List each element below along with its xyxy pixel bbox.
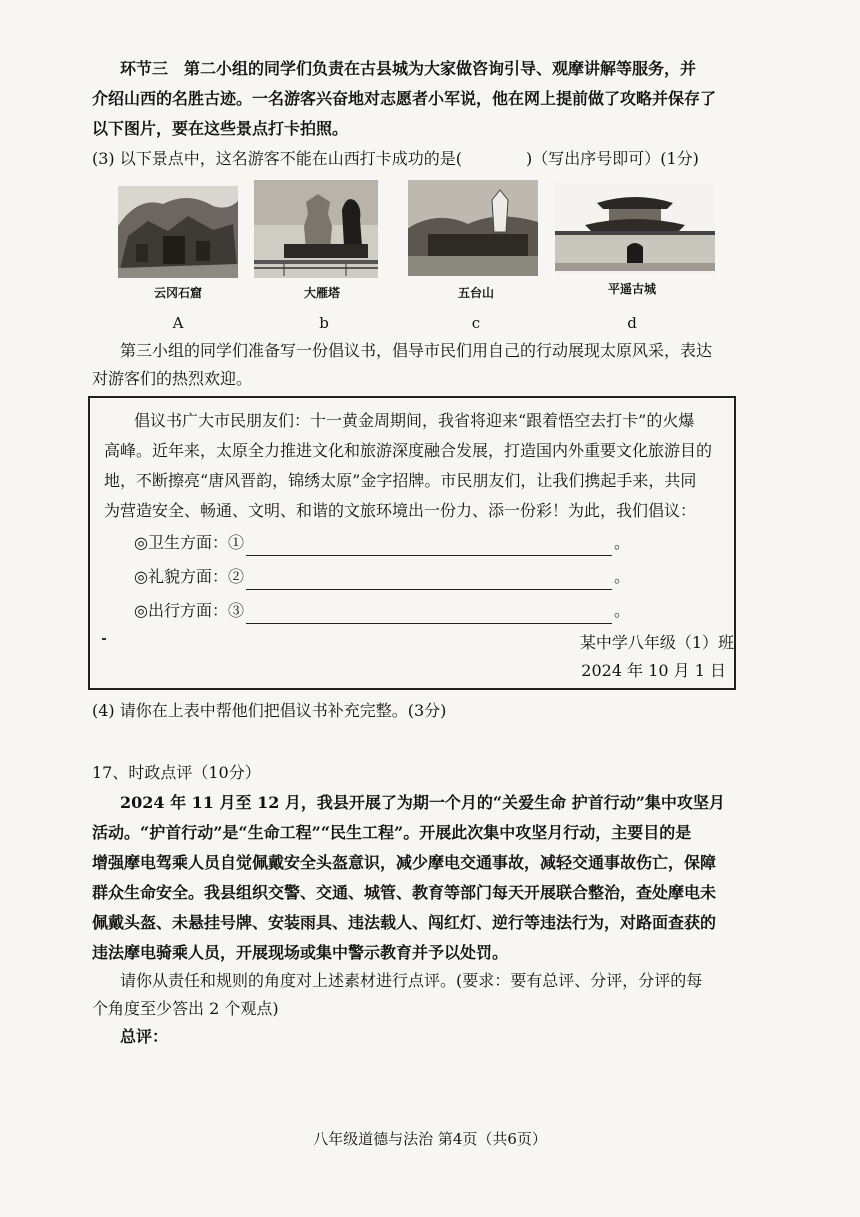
courtesy-end: 。	[613, 567, 630, 586]
hygiene-item	[134, 530, 630, 556]
q17-line2: 活动。“护首行动”是“生命工程”“民生工程”。开展此次集中攻坚月行动，主要目的是	[92, 823, 692, 842]
pagoda-image	[254, 180, 378, 282]
proposal-line3: 地，不断擦亮“唐风晋韵，锦绣太原”金字招牌。市民朋友们，让我们携起手来，共同	[104, 471, 697, 490]
proposal-signer: 某中学八年级（1）班	[579, 633, 734, 652]
courtesy-label: ◎礼貌方面：②	[134, 567, 244, 586]
hygiene-end: 。	[613, 533, 630, 552]
question-3: (3) 以下景点中，这名游客不能在山西打卡成功的是( )（写出序号即可）(1分)	[92, 149, 699, 168]
hygiene-label: ◎卫生方面：①	[134, 533, 244, 552]
photo-caption-a: 云冈石窟	[153, 286, 202, 300]
travel-answer-blank[interactable]	[246, 605, 612, 624]
section3-line1: 环节三 第二小组的同学们负责在古县城为大家做咨询引导、观摩讲解等服务，并	[120, 59, 697, 78]
summary-answer-area[interactable]	[92, 1054, 772, 1114]
proposal-line1: 倡议书广大市民朋友们：十一黄金周期间，我省将迎来“跟着悟空去打卡”的火爆	[134, 411, 695, 430]
city-gate-image	[555, 183, 715, 279]
q17-requirement-line1: 请你从责任和规则的角度对上述素材进行点评。(要求：要有总评、分评，分评的每	[120, 971, 703, 990]
q17-requirement-line2: 个角度至少答出 2 个观点)	[92, 999, 279, 1018]
q17-line5: 佩戴头盔、未悬挂号牌、安装雨具、违法载人、闯红灯、逆行等违法行为，对路面查获的	[92, 913, 717, 932]
q17-line6: 违法摩电骑乘人员，开展现场或集中警示教育并予以处罚。	[92, 943, 509, 962]
option-letter-d: d	[627, 314, 637, 332]
photo-caption-b: 大雁塔	[303, 286, 340, 300]
option-letter-b: b	[319, 314, 329, 332]
hygiene-answer-blank[interactable]	[246, 537, 612, 556]
photo-caption-c: 五台山	[457, 286, 494, 300]
option-letter-a: A	[172, 314, 184, 332]
question-17-title: 17、时政点评（10分）	[92, 763, 261, 782]
group3-line2: 对游客们的热烈欢迎。	[92, 369, 253, 388]
scan-mark	[102, 638, 106, 640]
travel-item	[134, 598, 630, 624]
option-letter-c: c	[471, 314, 481, 332]
grottoes-image	[118, 186, 238, 282]
travel-label: ◎出行方面：③	[134, 601, 244, 620]
proposal-box	[88, 396, 736, 690]
page-footer: 八年级道德与法治 第4页（共6页）	[313, 1130, 547, 1148]
group3-line1: 第三小组的同学们准备写一份倡议书，倡导市民们用自己的行动展现太原风采，表达	[120, 341, 713, 360]
mountain-temple-image	[408, 180, 538, 280]
summary-label: 总评：	[120, 1027, 169, 1046]
q17-line4: 群众生命安全。我县组织交警、交通、城管、教育等部门每天开展联合整治，查处摩电未	[92, 883, 717, 902]
photo-caption-d: 平遥古城	[607, 282, 656, 296]
proposal-date: 2024 年 10 月 1 日	[581, 661, 726, 680]
courtesy-item	[134, 564, 630, 590]
travel-end: 。	[613, 601, 630, 620]
courtesy-answer-blank[interactable]	[246, 571, 612, 590]
proposal-line2: 高峰。近年来，太原全力推进文化和旅游深度融合发展，打造国内外重要文化旅游目的	[104, 441, 713, 460]
section3-line2: 介绍山西的名胜古迹。一名游客兴奋地对志愿者小军说，他在网上提前做了攻略并保存了	[92, 89, 717, 108]
proposal-line4: 为营造安全、畅通、文明、和谐的文旅环境出一份力、添一份彩！为此，我们倡议：	[104, 501, 697, 520]
section3-line3: 以下图片，要在这些景点打卡拍照。	[92, 119, 349, 138]
q17-line3: 增强摩电驾乘人员自觉佩戴安全头盔意识，减少摩电交通事故，减轻交通事故伤亡，保障	[92, 853, 717, 872]
question-4: (4) 请你在上表中帮他们把倡议书补充完整。(3分)	[92, 701, 447, 720]
q17-line1: 2024 年 11 月至 12 月，我县开展了为期一个月的“关爱生命 护首行动”集中攻坚月	[120, 793, 725, 812]
